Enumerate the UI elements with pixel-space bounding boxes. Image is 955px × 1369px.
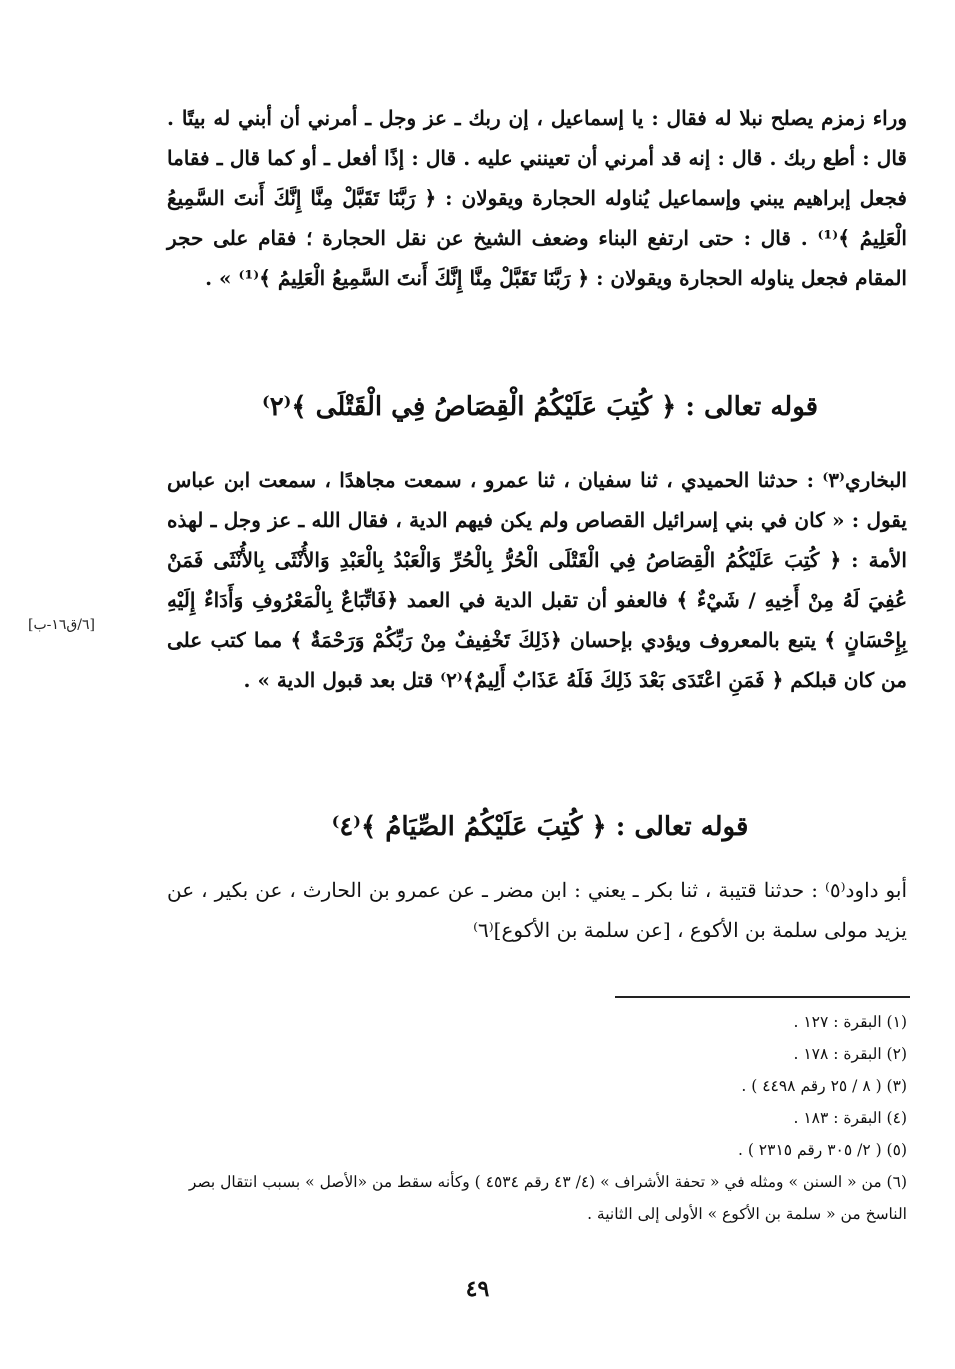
footnote-3: (٣) ( ٨ / ٢٥ رقم ٤٤٩٨ ) . — [741, 1077, 907, 1095]
paragraph-1 — [167, 98, 907, 298]
heading-2: قوله تعالى : ﴿ كُتِبَ عَلَيْكُمُ الصِّيَامُ ﴾⁽٤⁾ — [331, 812, 749, 842]
footnote-4: (٤) البقرة : ١٨٣ . — [793, 1109, 907, 1127]
page-number: ٤٩ — [465, 1276, 490, 1302]
paragraph-2 — [167, 460, 907, 700]
footnote-5: (٥) ( ٢/ ٣٠٥ رقم ٢٣١٥ ) . — [737, 1141, 907, 1159]
footnote-2: (٢) البقرة : ١٧٨ . — [793, 1045, 907, 1063]
paragraph-3-text: أبو داود⁽٥⁾ : حدثنا قتيبة ، ثنا بكر ـ يعني : ابن مضر ـ عن عمرو بن الحارث ، عن بكير ، عن يزيد مولى سلمة بن الأكوع ، [عن سلمة بن الأكوع]⁽٦⁾ — [167, 878, 907, 942]
footnote-separator — [615, 996, 910, 998]
paragraph-3 — [167, 870, 907, 950]
heading-1: قوله تعالى : ﴿ كُتِبَ عَلَيْكُمُ الْقِصَاصُ فِي الْقَتْلَى ﴾⁽٢⁾ — [261, 392, 819, 422]
paragraph-2-text: البخاري⁽٣⁾ : حدثنا الحميدي ، ثنا سفيان ، ثنا عمرو ، سمعت مجاهدًا ، سمعت ابن عباس يقول : « كان في بني إسرائيل القصاص ولم يكن فيهم الدية ، فقال الله ـ عز وجل ـ لهذه الأمة : ﴿ كُتِبَ عَلَيْكُمُ الْقِصَاصُ فِي الْقَتْلَى الْحُرُّ بِالْحُرِّ وَالْعَبْدُ بِالْعَبْدِ وَالأُنْثَى بِالأُنْثَى فَمَنْ عُفِيَ لَهُ مِنْ أَخِيهِ / شَيْءٌ ﴾ فالعفو أن تقبل الدية في العمد ﴿فَاتِّبَاعٌ بِالْمَعْرُوفِ وَأَدَاءٌ إِلَيْهِ بِإِحْسَانٍ ﴾ يتبع بالمعروف ويؤدي بإحسان ﴿ذَلِكَ تَخْفِيفٌ مِنْ رَبِّكُمْ وَرَحْمَةٌ ﴾ مما كتب على من كان قبلكم ﴿ فَمَنِ اعْتَدَى بَعْدَ ذَلِكَ فَلَهُ عَذَابٌ أَلِيمٌ﴾⁽٢⁾ قتل بعد قبول الدية » . — [167, 468, 907, 692]
footnote-1: (١) البقرة : ١٢٧ . — [793, 1013, 907, 1031]
footnotes — [167, 1006, 907, 1230]
footnote-6: (٦) من « السنن » ومثله في « تحفة الأشراف » (٤/ ٤٣ رقم ٤٥٣٤ ) وكأنه سقط من «الأصل » بسبب انتقال بصر الناسخ من « سلمة بن الأكوع » الأولى إلى الثانية . — [188, 1173, 907, 1223]
paragraph-1-text: وراء زمزم يصلح نبلا له فقال : يا إسماعيل ، إن ربك ـ عز وجل ـ أمرني أن أبني له بيتًا . قال : أطع ربك . قال : إنه قد أمرني أن تعينني عليه . قال : إذًا أفعل ـ أو كما قال ـ فقاما فجعل إبراهيم يبني وإسماعيل يُناوله الحجارة ويقولان : ﴿ رَبَّنَا تَقَبَّلْ مِنَّا إِنَّكَ أَنتَ السَّمِيعُ الْعَلِيمُ ﴾⁽¹⁾ . قال : حتى ارتفع البناء وضعف الشيخ عن نقل الحجارة ؛ فقام على حجر المقام فجعل يناوله الحجارة ويقولان : ﴿ رَبَّنَا تَقَبَّلْ مِنَّا إِنَّكَ أَنتَ السَّمِيعُ الْعَلِيمُ ﴾⁽¹⁾ » . — [167, 106, 907, 290]
manuscript-margin-note: [٦/ق١٦-ب] — [28, 617, 96, 633]
